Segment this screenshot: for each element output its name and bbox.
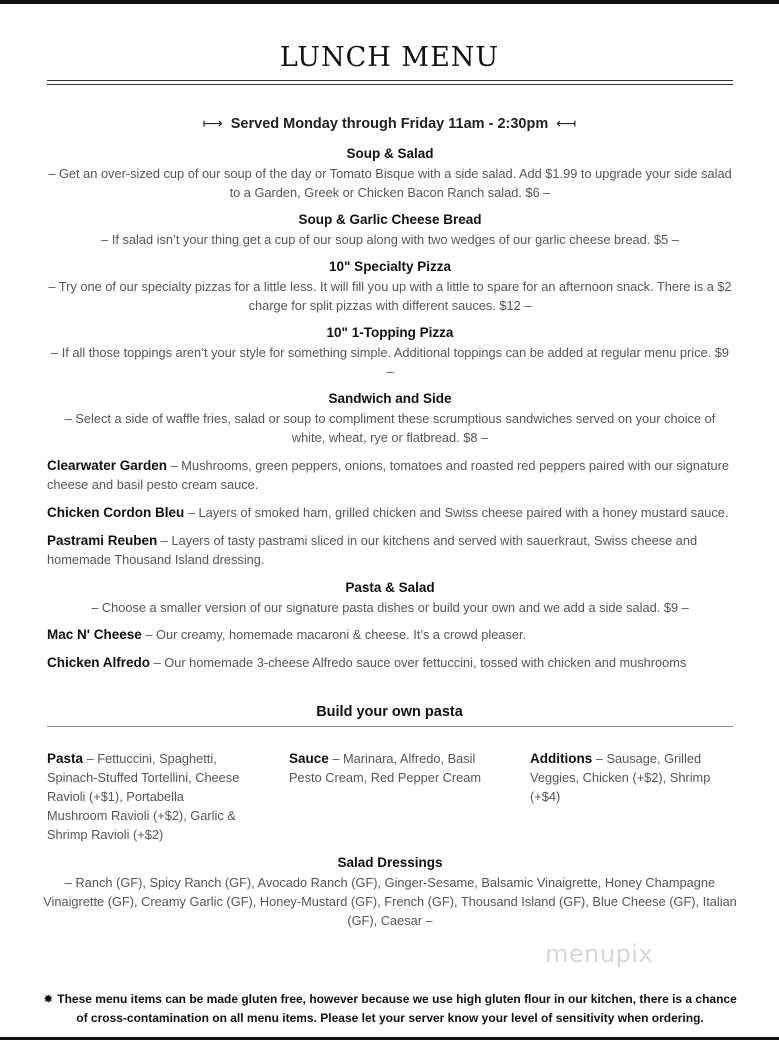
served-hours — [0, 115, 779, 132]
menu-item-specialty-pizza — [47, 258, 733, 315]
item-name: 10" Specialty Pizza — [329, 259, 451, 274]
item-name: Sauce — [289, 751, 329, 766]
menu-item-soup-salad — [47, 145, 733, 202]
item-description: – Our creamy, homemade macaroni & cheese. It’s a crowd pleaser. — [141, 627, 527, 642]
pasta-chicken-alfredo — [47, 653, 733, 672]
item-description: – If all those toppings aren’t your style for something simple. Additional toppings can be added at regular menu price. $9 – — [51, 345, 729, 379]
build-pasta-heading: Build your own pasta — [316, 704, 463, 720]
right-arrow-icon: ⟻ — [556, 115, 577, 131]
item-description: – Sausage, Grilled Veggies, Chicken (+$2), Shrimp (+$4) — [530, 751, 711, 804]
menu-item-soup-garlic-bread — [47, 211, 733, 249]
pasta-mac-n-cheese — [47, 625, 733, 644]
left-arrow-icon: ⟼ — [202, 115, 223, 131]
item-name: Pasta & Salad — [345, 580, 435, 595]
sandwich-clearwater-garden — [47, 456, 733, 494]
item-description: – Mushrooms, green peppers, onions, tomatoes and roasted red peppers paired with our signature cheese and basil pesto cream sauce. — [47, 458, 730, 492]
build-pasta-options — [47, 749, 247, 844]
item-name: Mac N' Cheese — [47, 627, 142, 642]
item-description: – Get an over-sized cup of our soup of the day or Tomato Bisque with a side salad. Add $1.99 to upgrade your side salad to a Garden, Greek or Chicken Bacon Ranch salad. $6 – — [48, 166, 732, 200]
item-description: – Layers of tasty pastrami sliced in our kitchens and served with sauerkraut, Swiss cheese and homemade Thousand Island dressing. — [47, 533, 698, 567]
item-name: Sandwich and Side — [328, 391, 452, 406]
item-description: – Fettuccini, Spaghetti, Spinach-Stuffed Tortellini, Cheese Ravioli (+$1), Portabella Mushroom Ravioli (+$2), Garlic & Shrimp Ravioli (+$2) — [47, 751, 240, 842]
gluten-free-footnote — [40, 990, 740, 1028]
item-name: Additions — [530, 751, 593, 766]
build-sauce-options — [289, 749, 489, 787]
page-title: LUNCH MENU — [279, 42, 500, 73]
item-name: Chicken Alfredo — [47, 655, 151, 670]
served-hours-text: Served Monday through Friday 11am - 2:30pm — [230, 116, 549, 132]
item-name: 10" 1-Topping Pizza — [326, 325, 454, 340]
title-rule-bottom — [47, 84, 733, 85]
item-description: – Marinara, Alfredo, Basil Pesto Cream, Red Pepper Cream — [289, 751, 482, 785]
build-additions-options — [530, 749, 730, 806]
title-rule-top — [47, 80, 733, 81]
item-description: – If salad isn’t your thing get a cup of our soup along with two wedges of our garlic cheese bread. $5 – — [101, 232, 679, 247]
item-description: – Select a side of waffle fries, salad or soup to compliment these scrumptious sandwiches served on your choice of white, wheat, rye or flatbread. $8 – — [64, 411, 716, 445]
menupix-watermark: menupix — [545, 940, 654, 968]
asterisk-icon: ✹ — [43, 992, 54, 1006]
footnote-text: These menu items can be made gluten free, however because we use high gluten flour in our kitchen, there is a chance of cross-contamination on all menu items. Please let your server know your level of sensitivity when ordering. — [57, 992, 737, 1025]
build-pasta-rule — [47, 726, 733, 727]
item-name: Soup & Garlic Cheese Bread — [298, 212, 482, 227]
menu-item-sandwich-side — [47, 390, 733, 447]
item-name: Pastrami Reuben — [47, 533, 158, 548]
top-border — [0, 0, 779, 4]
item-name: Clearwater Garden — [47, 458, 168, 473]
item-description: – Choose a smaller version of our signature pasta dishes or build your own and we add a side salad. $9 – — [91, 600, 689, 615]
sandwich-chicken-cordon-bleu — [47, 503, 733, 522]
item-description: – Our homemade 3-cheese Alfredo sauce over fettuccini, tossed with chicken and mushrooms — [150, 655, 687, 670]
salad-dressings — [40, 854, 740, 930]
item-name: Chicken Cordon Bleu — [47, 505, 185, 520]
item-name: Salad Dressings — [337, 855, 443, 870]
item-name: Soup & Salad — [346, 146, 434, 161]
item-description: – Try one of our specialty pizzas for a little less. It will fill you up with a little to spare for an afternoon snack. There is a $2 charge for split pizzas with different sauces. $12 – — [48, 279, 732, 313]
item-name: Pasta — [47, 751, 84, 766]
menu-item-one-topping-pizza — [47, 324, 733, 381]
sandwich-pastrami-reuben — [47, 531, 733, 569]
item-description: – Layers of smoked ham, grilled chicken and Swiss cheese paired with a honey mustard sauce. — [184, 505, 729, 520]
menu-item-pasta-salad — [47, 579, 733, 617]
item-description: – Ranch (GF), Spicy Ranch (GF), Avocado Ranch (GF), Ginger-Sesame, Balsamic Vinaigrette, Honey Champagne Vinaigrette (GF), Creamy Garlic (GF), Honey-Mustard (GF), French (GF), Thousand Island (GF), Blue Cheese (GF), Italian (GF), Caesar – — [43, 875, 737, 928]
